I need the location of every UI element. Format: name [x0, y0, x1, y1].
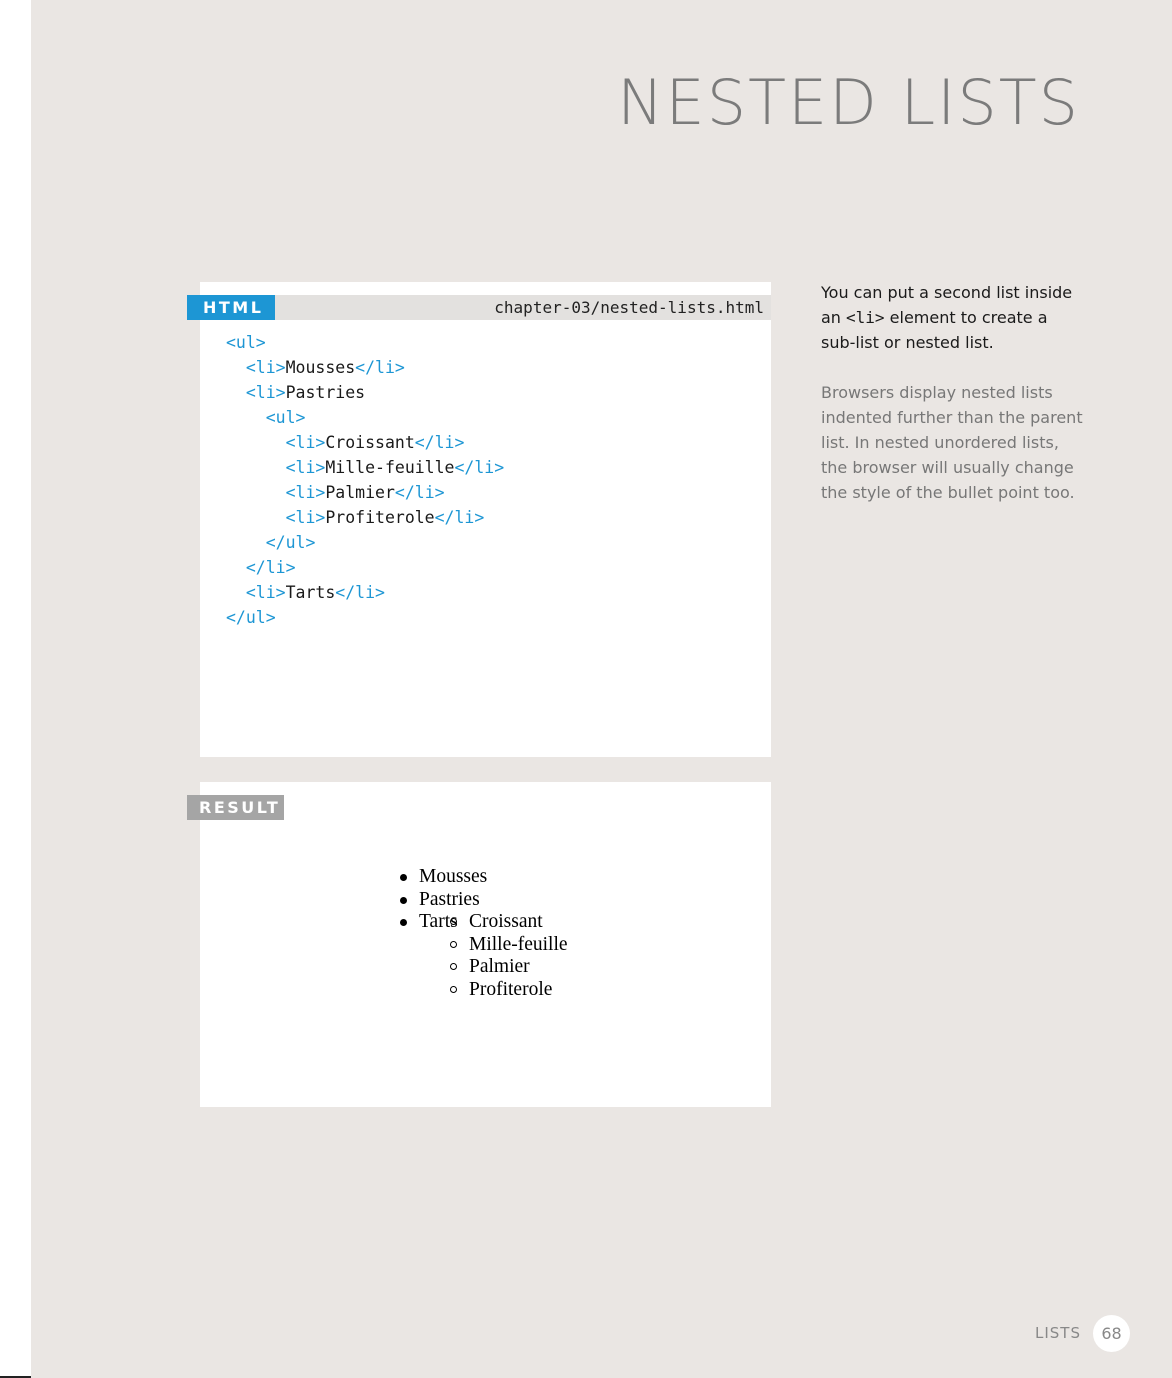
footer-section-label: LISTS — [1035, 1324, 1081, 1342]
code-tag-token: <li> — [226, 383, 286, 402]
code-line — [226, 380, 504, 405]
nested-list-item — [469, 979, 568, 1002]
code-tag-token: <li> — [226, 508, 326, 527]
nested-item-text: Mille-feuille — [469, 933, 568, 955]
nested-list-item — [469, 934, 568, 957]
code-text-token: Profiterole — [325, 508, 435, 527]
code-tag-token: <li> — [226, 358, 286, 377]
code-line — [226, 330, 504, 355]
code-tag-token: <li> — [226, 458, 326, 477]
code-filename: chapter-03/nested-lists.html — [494, 298, 764, 317]
circle-bullet-icon — [450, 941, 457, 948]
sidebar-notes — [821, 280, 1086, 505]
rendered-list — [419, 866, 568, 1000]
nested-item-text: Croissant — [469, 911, 543, 933]
inline-code: <li> — [846, 308, 885, 327]
code-line — [226, 555, 504, 580]
disc-bullet-icon — [400, 919, 407, 926]
code-tag-token: </li> — [414, 433, 465, 452]
list-item-text: Tarts — [419, 911, 458, 933]
code-line — [226, 430, 504, 455]
code-text-token: Palmier — [325, 483, 395, 502]
code-tag-token: </li> — [355, 358, 405, 377]
list-item-text: Mousses — [419, 866, 488, 887]
code-tag-token: </ul> — [226, 533, 316, 552]
code-line — [226, 480, 504, 505]
html-code-panel — [200, 282, 771, 757]
code-text-token: Pastries — [285, 383, 366, 402]
code-line — [226, 455, 504, 480]
code-listing — [226, 330, 504, 630]
result-panel — [200, 782, 771, 1107]
book-page — [31, 0, 1172, 1378]
disc-bullet-icon — [400, 874, 407, 881]
list-item — [419, 911, 568, 934]
html-tag-label: HTML — [187, 295, 275, 320]
code-tag-token: </li> — [454, 458, 505, 477]
code-tag-token: <ul> — [226, 333, 266, 352]
code-tag-token: <li> — [226, 583, 286, 602]
nested-item-text: Profiterole — [469, 978, 553, 1000]
code-text-token: Croissant — [325, 433, 415, 452]
code-line — [226, 530, 504, 555]
code-tag-token: </li> — [394, 483, 445, 502]
code-text-token: Mousses — [285, 358, 356, 377]
explanation-paragraph: Browsers display nested lists indented further than the parent list. In nested unordered lists, the browser will usually change the style of the bullet point too. — [821, 383, 1083, 502]
code-tag-token: </li> — [434, 508, 485, 527]
code-line — [226, 405, 504, 430]
nested-item-text: Palmier — [469, 956, 530, 978]
list-item — [419, 866, 568, 889]
code-header-bar — [200, 295, 771, 320]
code-tag-token: <li> — [226, 433, 326, 452]
circle-bullet-icon — [450, 963, 457, 970]
intro-paragraph: You can put a second list inside an <li> element to create a sub-list or nested list. — [821, 283, 1073, 352]
code-tag-token: <li> — [226, 483, 326, 502]
result-tag-label: RESULT — [187, 795, 284, 820]
code-text-token: Mille-feuille — [325, 458, 455, 477]
code-tag-token: </li> — [335, 583, 385, 602]
nested-list-item — [469, 956, 568, 979]
list-item-text: Pastries — [419, 888, 480, 910]
code-tag-token: <ul> — [226, 408, 306, 427]
page-number-badge: 68 — [1093, 1315, 1130, 1352]
code-line — [226, 580, 504, 605]
code-tag-token: </ul> — [226, 608, 276, 627]
page-title: NESTED LISTS — [617, 66, 1080, 139]
code-line — [226, 605, 504, 630]
code-line — [226, 505, 504, 530]
circle-bullet-icon — [450, 986, 457, 993]
code-tag-token: </li> — [226, 558, 296, 577]
code-text-token: Tarts — [285, 583, 336, 602]
code-line — [226, 355, 504, 380]
disc-bullet-icon — [400, 897, 407, 904]
